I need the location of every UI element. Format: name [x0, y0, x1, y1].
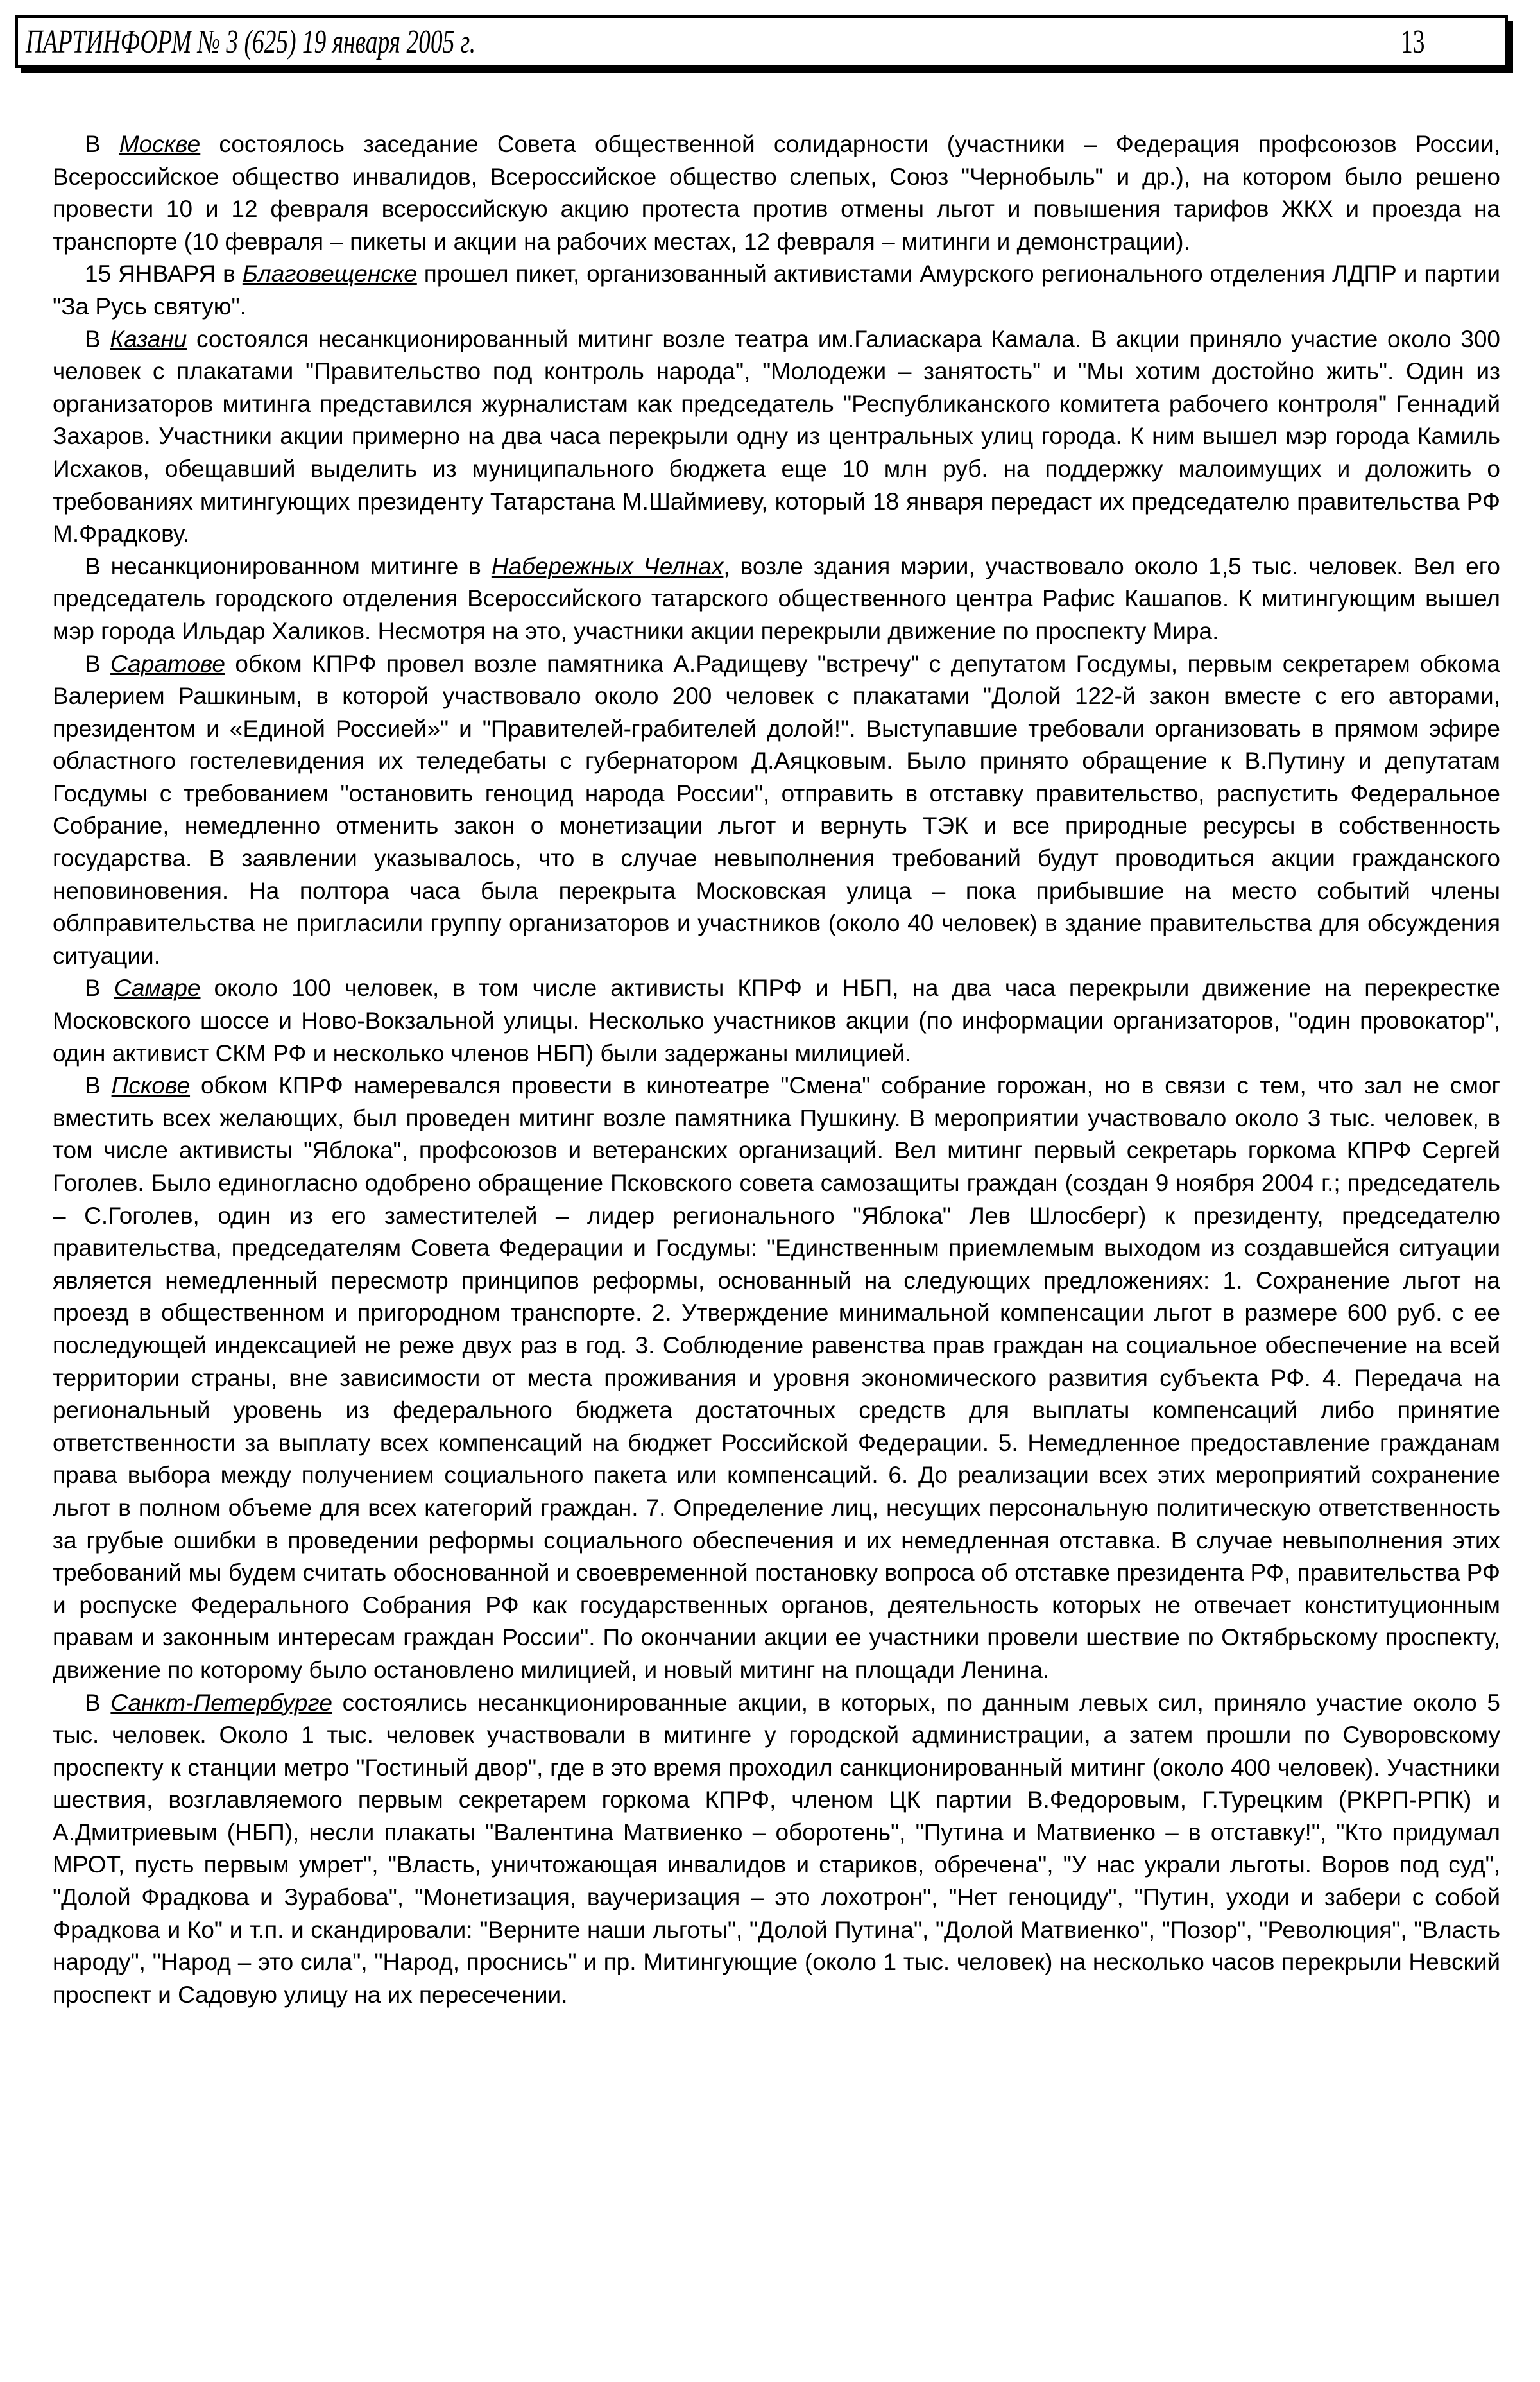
text: обком КПРФ намеревался провести в кинотеатре "Смена" собрание горожан, но в связи с тем, что зал не смог вместить всех желающих, был проведен митинг возле памятника Пушкину. В мероприятии участвовало около 3 тыс. человек, в том числе активисты "Яблока", профсоюзов и ветеранских организаций. Вел митинг первый секретарь горкома КПРФ Сергей Гоголев. Было единогласно одобрено обращение Псковского совета самозащиты граждан (создан 9 ноября 2004 г.; председатель – С.Гоголев, один из его заместителей – лидер регионального "Яблока" Лев Шлосберг) к президенту, председателю правительства, председателям Совета Федерации и Госдумы: "Единственным приемлемым выходом из создавшейся ситуации является немедленный пересмотр принципов реформы, основанный на следующих предложениях: 1. Сохранение льгот на проезд в общественном и пригородном транспорте. 2. Утверждение минимальной компенсации льгот в размере 600 руб. с ее последующей индексацией не реже двух раз в год. 3. Соблюдение равенства прав граждан на социальное обеспечение на всей территории страны, вне зависимости от места проживания и уровня экономического развития субъекта РФ. 4. Передача на региональный уровень из федерального бюджета достаточных средств для выплаты компенсаций либо принятие ответственности за выплату всех компенсаций на бюджет Российской Федерации. 5. Немедленное предоставление гражданам права выбора между получением социального пакета или компенсаций. 6. До реализации всех этих мероприятий сохранение льгот в полном объеме для всех категорий граждан. 7. Определение лиц, несущих персональную политическую ответственность за грубые ошибки в проведении реформы социального обеспечения и их немедленная отставка. В случае невыполнения этих требований мы будем считать обоснованной и своевременной постановку вопроса об отставке президента РФ, правительства РФ и роспуске Федерального Собрания РФ как государственных органов, деятельность которых не отвечает конституционным правам и законным интересам граждан России". По окончании акции ее участники провели шествие по Октябрьскому проспекту, движение по которому было остановлено милицией, и новый митинг на площади Ленина.	[53, 1072, 1500, 1683]
paragraph-samara	[53, 972, 1500, 1070]
text: около 100 человек, в том числе активисты КПРФ и НБП, на два часа перекрыли движение на перекрестке Московского шоссе и Ново-Вокзальной улицы. Несколько участников акции (по информации организаторов, "один провокатор", один активист СКМ РФ и несколько членов НБП) были задержаны милицией.	[53, 975, 1500, 1067]
paragraph-naberezhnye-chelny	[53, 551, 1500, 648]
text: обком КПРФ провел возле памятника А.Радищеву "встречу" с депутатом Госдумы, первым секретарем обкома Валерием Рашкиным, в которой участвовало около 200 человек с плакатами "Долой 122-й закон вместе с его авторами, президентом и «Единой Россией»" и "Правителей-грабителей долой!". Выступавшие требовали организовать в прямом эфире областного гостелевидения их теледебаты с губернатором Д.Аяцковым. Было принято обращение к В.Путину и депутатам Госдумы с требованием "остановить геноцид народа России", отправить в отставку правительство, распустить Федеральное Собрание, немедленно отменить закон о монетизации льгот и вернуть ТЭК и все природные ресурсы в собственность государства. В заявлении указывалось, что в случае невыполнения требований будут проводиться акции гражданского неповиновения. На полтора часа была перекрыта Московская улица – пока прибывшие на место событий члены облправительства не пригласили группу организаторов и участников (около 40 человек) в здание правительства для обсуждения ситуации.	[53, 650, 1500, 969]
paragraph-saratov	[53, 648, 1500, 973]
text: состоялись несанкционированные акции, в которых, по данным левых сил, приняло участие около 5 тыс. человек. Около 1 тыс. человек участвовали в митинге у городской администрации, а затем прошли по Суворовскому проспекту к станции метро "Гостиный двор", где в это время проходил санкционированный митинг (около 400 человек). Участники шествия, возглавляемого первым секретарем горкома КПРФ, членом ЦК партии В.Федоровым, Г.Турецким (РКРП-РПК) и А.Дмитриевым (НБП), несли плакаты "Валентина Матвиенко – оборотень", "Путина и Матвиенко – в отставку!", "Кто придумал МРОТ, пусть первым умрет", "Власть, уничтожающая инвалидов и стариков, обречена", "У нас украли льготы. Воров под суд", "Долой Фрадкова и Зурабова", "Монетизация, ваучеризация – это лохотрон", "Нет геноциду", "Путин, уходи и забери с собой Фрадкова и Ко" и т.п. и скандировали: "Верните наши льготы", "Долой Путина", "Долой Матвиенко", "Позор", "Революция", "Власть народу", "Народ – это сила", "Народ, проснись" и пр. Митингующие (около 1 тыс. человек) на несколько часов перекрыли Невский проспект и Садовую улицу на их пересечении.	[53, 1689, 1500, 2008]
city-name: Пскове	[111, 1072, 191, 1099]
city-name: Благовещенске	[242, 261, 417, 287]
paragraph-moscow	[53, 128, 1500, 258]
text: , возле здания мэрии, участвовало около 1,5 тыс. человек. Вел его председатель городского отделения Всероссийского татарского общественного центра Рафис Кашапов. К митингующим вышел мэр города Ильдар Халиков. Несмотря на это, участники акции перекрыли движение по проспекту Мира.	[53, 553, 1500, 644]
text: В несанкционированном митинге в	[85, 553, 492, 579]
city-name: Москве	[119, 131, 201, 157]
text: состоялось заседание Совета общественной солидарности (участники – Федерация профсоюзов России, Всероссийское общество инвалидов, Всероссийское общество слепых, Союз "Чернобыль" и др.), на котором было решено провести 10 и 12 февраля всероссийскую акцию протеста против отмены льгот и повышения тарифов ЖКХ и проезда на транспорте (10 февраля – пикеты и акции на рабочих местах, 12 февраля – митинги и демонстрации).	[53, 131, 1500, 255]
city-name: Набережных Челнах	[491, 553, 724, 579]
text: В	[85, 1689, 111, 1716]
text: В	[85, 650, 111, 677]
text: В	[85, 131, 119, 157]
publication-title: ПАРТИНФОРМ № 3 (625) 19 января 2005 г.	[26, 24, 476, 60]
city-name: Казани	[110, 325, 187, 352]
page-number: 13	[1401, 24, 1425, 60]
text: прошел пикет, организованный активистами Амурского регионального отделения ЛДПР и партии "За Русь святую".	[53, 261, 1500, 320]
paragraph-saint-petersburg	[53, 1687, 1500, 2012]
page-header	[15, 15, 1508, 68]
text: В	[85, 975, 114, 1002]
paragraph-kazan	[53, 323, 1500, 551]
paragraph-blagoveshchensk	[53, 258, 1500, 323]
text: В	[85, 325, 110, 352]
text: В	[85, 1072, 112, 1099]
text: состоялся несанкционированный митинг возле театра им.Галиаскара Камала. В акции приняло участие около 300 человек с плакатами "Правительство под контроль народа", "Молодежи – занятость" и "Мы хотим достойно жить". Один из организаторов митинга представился журналистам как председатель "Республиканского комитета рабочего контроля" Геннадий Захаров. Участники акции примерно на два часа перекрыли одну из центральных улиц города. К ним вышел мэр города Камиль Исхаков, обещавший выделить из муниципального бюджета еще 10 млн руб. на поддержку малоимущих и доложить о требованиях митингующих президенту Татарстана М.Шаймиеву, который 18 января передаст их председателю правительства РФ М.Фрадкову.	[53, 325, 1500, 547]
paragraph-pskov	[53, 1070, 1500, 1686]
city-name: Санкт-Петербурге	[110, 1689, 332, 1716]
city-name: Самаре	[114, 975, 201, 1002]
text: 15 ЯНВАРЯ в	[85, 261, 243, 287]
article-body	[53, 128, 1500, 2011]
city-name: Саратове	[110, 650, 225, 677]
